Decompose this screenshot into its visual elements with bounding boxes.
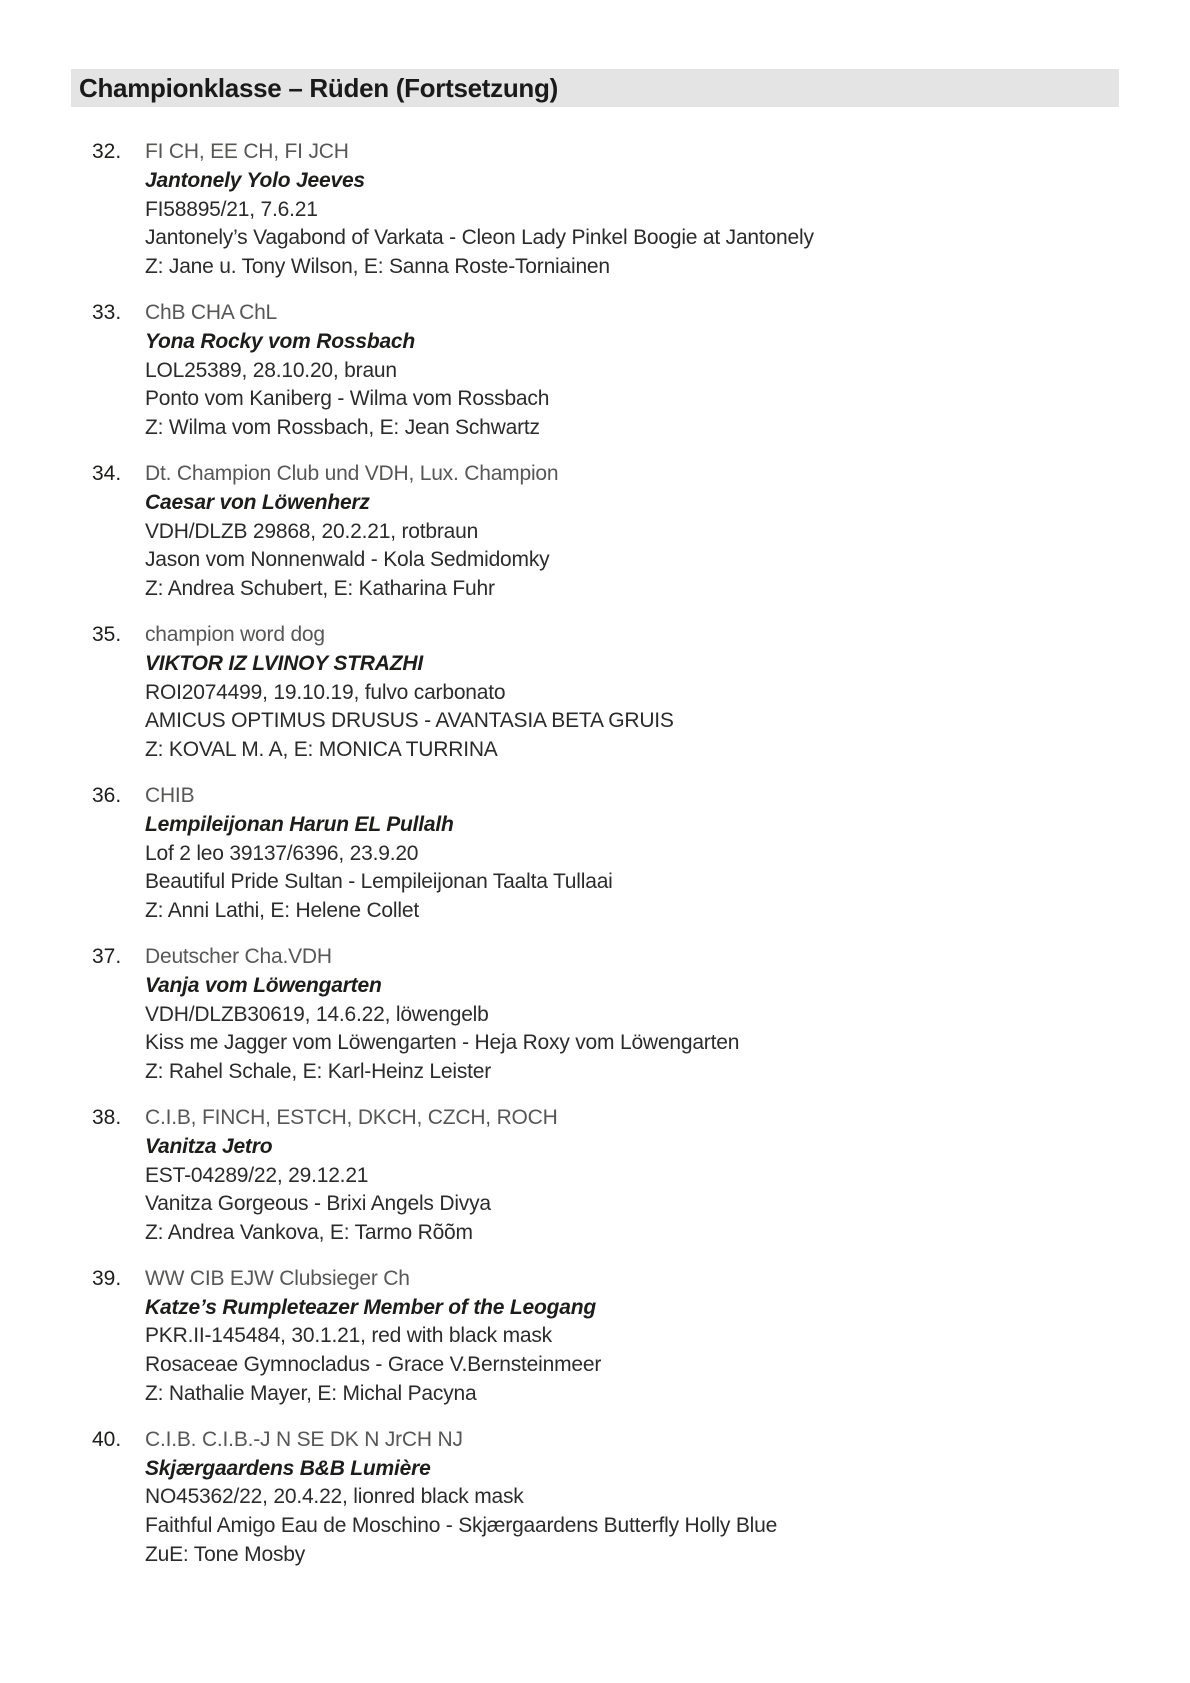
dog-name: Caesar von Löwenherz (145, 490, 370, 514)
entry-registration-line: VDH/DLZB30619, 14.6.22, löwengelb (145, 1002, 489, 1026)
entry-breeder-owner-line: Z: Jane u. Tony Wilson, E: Sanna Roste-Torniainen (145, 255, 610, 279)
entry-championship-titles: WW CIB EJW Clubsieger Ch (145, 1266, 410, 1290)
entry-breeder-owner-line: Z: KOVAL M. A, E: MONICA TURRINA (145, 738, 498, 762)
entry-parents-line: AMICUS OPTIMUS DRUSUS - AVANTASIA BETA GRUIS (145, 709, 674, 733)
entry-parents-line: Beautiful Pride Sultan - Lempileijonan Taalta Tullaai (145, 870, 613, 894)
entry-body (145, 621, 1190, 765)
entry-body (145, 1104, 1190, 1248)
entry-parents-line: Ponto vom Kaniberg - Wilma vom Rossbach (145, 387, 550, 411)
catalog-entry (0, 1265, 1190, 1409)
entry-number: 33. (92, 300, 122, 324)
entry-registration-line: VDH/DLZB 29868, 20.2.21, rotbraun (145, 519, 479, 543)
entry-registration-line: ROI2074499, 19.10.19, fulvo carbonato (145, 680, 506, 704)
entry-parents-line: Faithful Amigo Eau de Moschino - Skjærgaardens Butterfly Holly Blue (145, 1514, 778, 1538)
entry-championship-titles: C.I.B. C.I.B.-J N SE DK N JrCH NJ (145, 1427, 463, 1451)
entry-registration-line: FI58895/21, 7.6.21 (145, 197, 318, 221)
entry-breeder-owner-line: Z: Rahel Schale, E: Karl-Heinz Leister (145, 1060, 492, 1084)
dog-name: Vanja vom Löwengarten (145, 973, 382, 997)
catalog-entry (0, 138, 1190, 282)
entry-number: 40. (92, 1427, 122, 1451)
entry-championship-titles: FI CH, EE CH, FI JCH (145, 140, 349, 163)
entry-breeder-owner-line: Z: Andrea Schubert, E: Katharina Fuhr (145, 577, 495, 601)
entry-breeder-owner-line: Z: Wilma vom Rossbach, E: Jean Schwartz (145, 416, 540, 440)
entry-number: 32. (92, 140, 122, 163)
entry-number: 35. (92, 622, 122, 646)
dog-name: Yona Rocky vom Rossbach (145, 329, 416, 353)
entry-number: 39. (92, 1266, 122, 1290)
entry-body (145, 460, 1190, 604)
entry-registration-line: PKR.II-145484, 30.1.21, red with black mask (145, 1324, 552, 1348)
entry-number: 34. (92, 461, 122, 485)
catalog-entry (0, 1104, 1190, 1248)
dog-name: Vanitza Jetro (145, 1134, 273, 1158)
entry-championship-titles: CHIB (145, 783, 195, 807)
entry-championship-titles: champion word dog (145, 622, 325, 646)
entry-registration-line: NO45362/22, 20.4.22, lionred black mask (145, 1485, 524, 1509)
entry-breeder-owner-line: Z: Andrea Vankova, E: Tarmo Rõõm (145, 1221, 473, 1245)
catalog-entry (0, 299, 1190, 443)
entry-body (145, 1265, 1190, 1409)
entry-body (145, 782, 1190, 926)
dog-name: Lempileijonan Harun EL Pullalh (145, 812, 454, 836)
entry-championship-titles: Deutscher Cha.VDH (145, 944, 332, 968)
entry-parents-line: Jantonely’s Vagabond of Varkata - Cleon Lady Pinkel Boogie at Jantonely (145, 226, 814, 250)
catalog-entry (0, 1426, 1190, 1570)
entry-parents-line: Jason vom Nonnenwald - Kola Sedmidomky (145, 548, 550, 572)
entry-breeder-owner-line: ZuE: Tone Mosby (145, 1543, 306, 1567)
section-title: Championklasse – Rüden (Fortsetzung) (79, 72, 558, 103)
entry-body (145, 1426, 1190, 1570)
entry-breeder-owner-line: Z: Nathalie Mayer, E: Michal Pacyna (145, 1382, 477, 1406)
entry-championship-titles: Dt. Champion Club und VDH, Lux. Champion (145, 461, 559, 485)
catalog-entry (0, 943, 1190, 1087)
dog-name: VIKTOR IZ LVINOY STRAZHI (145, 651, 423, 675)
dog-name: Jantonely Yolo Jeeves (145, 168, 365, 192)
entry-number: 36. (92, 783, 122, 807)
entry-registration-line: LOL25389, 28.10.20, braun (145, 358, 397, 382)
entry-body (145, 138, 1190, 282)
entry-parents-line: Kiss me Jagger vom Löwengarten - Heja Roxy vom Löwengarten (145, 1031, 740, 1055)
entry-number: 38. (92, 1105, 122, 1129)
entry-parents-line: Vanitza Gorgeous - Brixi Angels Divya (145, 1192, 491, 1216)
entry-body (145, 943, 1190, 1087)
catalog-entry (0, 621, 1190, 765)
entry-number: 37. (92, 944, 122, 968)
entry-championship-titles: C.I.B, FINCH, ESTCH, DKCH, CZCH, ROCH (145, 1105, 558, 1129)
catalog-entry (0, 782, 1190, 926)
entry-breeder-owner-line: Z: Anni Lathi, E: Helene Collet (145, 899, 419, 923)
catalog-entry (0, 460, 1190, 604)
dog-name: Katze’s Rumpleteazer Member of the Leogang (145, 1295, 596, 1319)
dog-name: Skjærgaardens B&B Lumière (145, 1456, 431, 1480)
entry-list (0, 138, 1190, 1587)
entry-registration-line: EST-04289/22, 29.12.21 (145, 1163, 369, 1187)
entry-parents-line: Rosaceae Gymnocladus - Grace V.Bernsteinmeer (145, 1353, 602, 1377)
entry-championship-titles: ChB CHA ChL (145, 300, 278, 324)
entry-registration-line: Lof 2 leo 39137/6396, 23.9.20 (145, 841, 419, 865)
entry-body (145, 299, 1190, 443)
section-header (71, 69, 1119, 107)
